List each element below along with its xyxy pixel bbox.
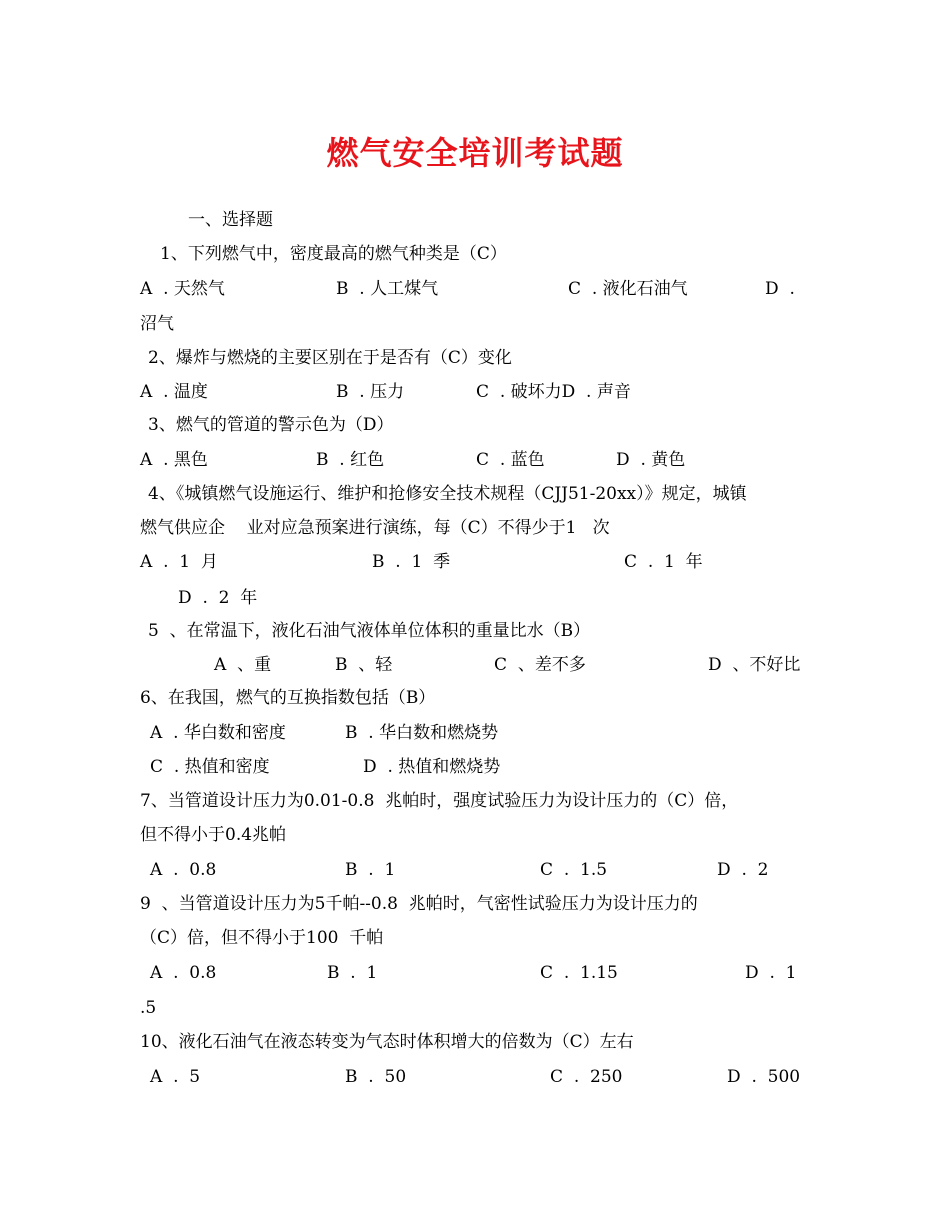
question-5-option-c: C 、差不多 [494, 655, 586, 675]
question-6-option-d: D . 热值和燃烧势 [363, 757, 501, 777]
question-10-option-c: C . 250 [550, 1067, 623, 1087]
question-6-option-c: C . 热值和密度 [150, 757, 270, 777]
question-4-option-c: C . 1 年 [624, 552, 703, 572]
question-3-stem: 3、燃气的管道的警示色为（D） [148, 415, 394, 435]
question-7-option-b: B . 1 [345, 860, 396, 880]
question-5-option-b: B 、轻 [335, 655, 393, 675]
question-5-stem: 5 、在常温下，液化石油气液体单位体积的重量比水（B） [148, 621, 591, 641]
question-7-option-c: C . 1.5 [540, 860, 608, 880]
question-9-option-d: D . 1 [745, 963, 797, 983]
question-3-option-b: B . 红色 [316, 450, 385, 470]
document-title: 燃气安全培训考试题 [326, 134, 624, 172]
question-10-stem: 10、液化石油气在液态转变为气态时体积增大的倍数为（C）左右 [140, 1032, 634, 1052]
section-heading: 一、选择题 [188, 210, 273, 230]
question-1-option-d: D . [765, 279, 795, 299]
question-4-stem-line-2: 燃气供应企 业对应急预案进行演练，每（C）不得少于1 次 [140, 518, 610, 538]
question-2-stem: 2、爆炸与燃烧的主要区别在于是否有（C）变化 [148, 348, 512, 368]
question-1-option-a: A . 天然气 [140, 279, 225, 299]
question-6-stem: 6、在我国，燃气的互换指数包括（B） [140, 688, 436, 708]
question-3-option-d: D . 黄色 [616, 450, 686, 470]
question-9-option-b: B . 1 [327, 963, 378, 983]
question-9-stem-line-2: （C）倍，但不得小于100 千帕 [140, 928, 384, 948]
question-10-option-b: B . 50 [345, 1067, 407, 1087]
question-9-option-c: C . 1.15 [540, 963, 618, 983]
question-9-option-d-continued: .5 [140, 998, 157, 1018]
question-4-option-b: B . 1 季 [372, 552, 451, 572]
question-7-option-a: A . 0.8 [150, 860, 217, 880]
question-3-option-c: C . 蓝色 [476, 450, 545, 470]
question-6-option-b: B . 华白数和燃烧势 [345, 723, 499, 743]
question-7-stem-line-1: 7、当管道设计压力为0.01-0.8 兆帕时，强度试验压力为设计压力的（C）倍， [140, 791, 739, 811]
question-1-option-d-continued: 沼气 [140, 314, 174, 334]
question-1-option-c: C . 液化石油气 [568, 279, 688, 299]
question-5-option-d: D 、不好比 [708, 655, 801, 675]
question-10-option-d: D . 500 [727, 1067, 801, 1087]
question-1-option-b: B . 人工煤气 [336, 279, 439, 299]
question-7-option-d: D . 2 [717, 860, 769, 880]
question-10-option-a: A . 5 [150, 1067, 201, 1087]
question-9-stem-line-1: 9 、当管道设计压力为5千帕--0.8 兆帕时，气密性试验压力为设计压力的 [140, 894, 698, 914]
question-6-option-a: A . 华白数和密度 [150, 723, 286, 743]
question-7-stem-line-2: 但不得小于0.4兆帕 [140, 825, 287, 845]
question-1-stem: 1、下列燃气中，密度最高的燃气种类是（C） [160, 244, 507, 264]
question-2-option-b: B . 压力 [336, 382, 405, 402]
question-2-option-c-d: C . 破坏力D . 声音 [476, 382, 631, 402]
question-5-option-a: A 、重 [214, 655, 272, 675]
question-4-stem-line-1: 4、《城镇燃气设施运行、维护和抢修安全技术规程（CJJ51-20xx）》规定，城镇 [148, 484, 747, 504]
question-2-option-a: A . 温度 [140, 382, 208, 402]
question-9-option-a: A . 0.8 [150, 963, 217, 983]
question-4-option-d: D . 2 年 [178, 588, 258, 608]
question-4-option-a: A . 1 月 [140, 552, 218, 572]
question-3-option-a: A . 黑色 [140, 450, 208, 470]
